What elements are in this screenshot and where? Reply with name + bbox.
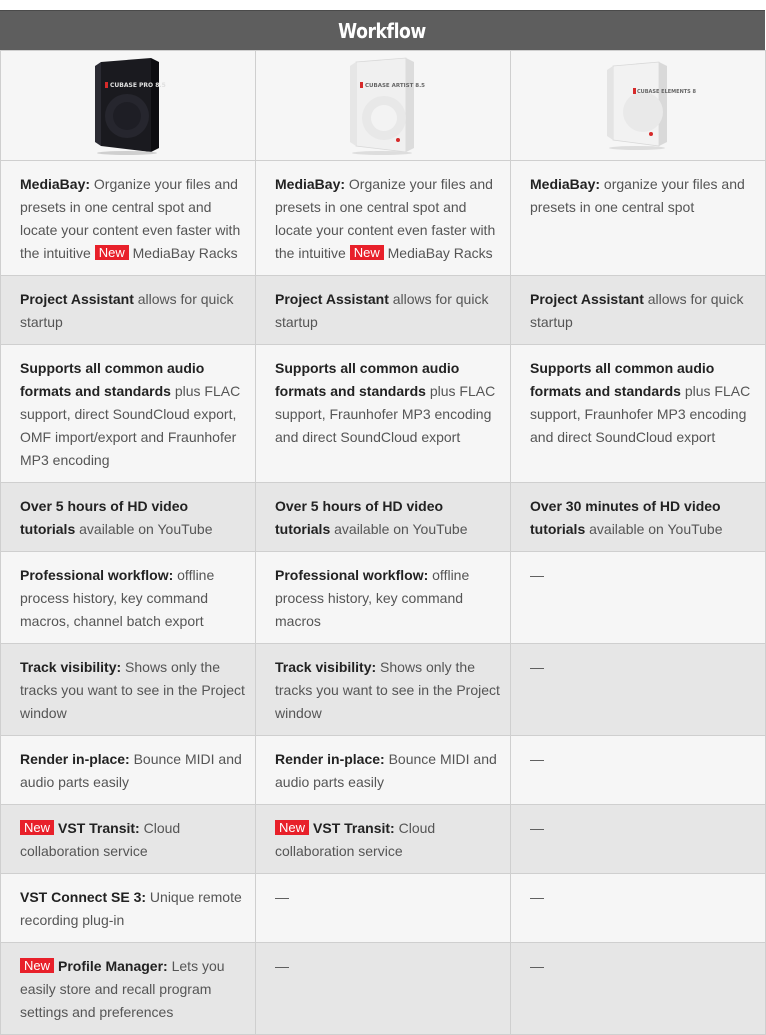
feature-name: Project Assistant [20,291,134,307]
feature-name: VST Transit: [58,820,140,836]
table-cell [256,276,511,345]
table-cell [511,805,766,874]
comparison-table [0,50,766,1035]
table-cell [1,805,256,874]
not-available-dash: — [530,659,544,675]
feature-description: organize your files and presets in one central spot [530,176,745,215]
section-header [0,10,765,50]
feature-name: MediaBay: [20,176,91,192]
not-available-dash: — [530,751,544,767]
feature-name: Over 5 hours of HD video tutorials [275,498,444,537]
feature-name: Track visibility: [275,659,377,675]
table-cell [511,736,766,805]
table-cell [256,483,511,552]
table-cell [511,161,766,276]
feature-name: Over 30 minutes of HD video tutorials [530,498,721,537]
feature-description: Shows only the tracks you want to see in the Project window [20,659,245,721]
new-badge: New [275,820,309,835]
table-cell [256,943,511,1035]
feature-name: Project Assistant [275,291,389,307]
feature-name: MediaBay: [530,176,601,192]
cubase-elements-box-icon [603,56,696,156]
new-badge: New [95,245,129,260]
feature-description: Organize your files and presets in one central spot and locate your content even faster with the intuitive [275,176,496,261]
table-row [1,552,766,644]
top-strip [0,0,765,10]
svg-text:CUBASE PRO 8.5: CUBASE PRO 8.5 [110,81,166,89]
table-row [1,161,766,276]
feature-description: plus FLAC support, Fraunhofer MP3 encoding and direct SoundCloud export [275,383,496,445]
table-row [1,943,766,1035]
section-title: Workflow [338,18,427,43]
feature-description: plus FLAC support, Fraunhofer MP3 encoding and direct SoundCloud export [530,383,751,445]
table-cell [256,736,511,805]
feature-name: Render in-place: [275,751,385,767]
product-cell-elements [511,51,766,161]
feature-name: Track visibility: [20,659,122,675]
table-cell [256,805,511,874]
table-cell [1,483,256,552]
feature-description: available on YouTube [75,521,213,537]
feature-description: Cloud collaboration service [20,820,181,859]
feature-description: allows for quick startup [20,291,234,330]
table-cell [1,276,256,345]
feature-name: Profile Manager: [58,958,168,974]
table-row [1,874,766,943]
table-cell [1,943,256,1035]
feature-description: allows for quick startup [530,291,744,330]
table-cell [256,552,511,644]
feature-description: Bounce MIDI and audio parts easily [20,751,242,790]
table-cell [511,874,766,943]
feature-name: Professional workflow: [275,567,429,583]
feature-description: plus FLAC support, direct SoundCloud export, OMF import/export and Fraunhofer MP3 encoding [20,383,241,468]
product-cell-pro [1,51,256,161]
not-available-dash: — [530,567,544,583]
feature-name: MediaBay: [275,176,346,192]
table-cell [256,161,511,276]
feature-description: Shows only the tracks you want to see in the Project window [275,659,500,721]
feature-description: Unique remote recording plug-in [20,889,242,928]
not-available-dash: — [275,958,289,974]
table-cell [511,276,766,345]
cubase-pro-box-icon [93,56,166,156]
new-badge: New [20,958,54,973]
product-image-row [1,51,766,161]
table-row [1,644,766,736]
table-cell [1,874,256,943]
feature-description: Organize your files and presets in one central spot and locate your content even faster with the intuitive [20,176,241,261]
table-cell [511,345,766,483]
feature-name: Supports all common audio formats and standards [275,360,460,399]
table-cell [511,483,766,552]
feature-name: VST Connect SE 3: [20,889,147,905]
feature-description-end: MediaBay Racks [383,245,493,261]
table-cell [1,161,256,276]
table-cell [1,736,256,805]
not-available-dash: — [530,820,544,836]
feature-name: Professional workflow: [20,567,174,583]
feature-name: Supports all common audio formats and standards [530,360,715,399]
svg-text:CUBASE ARTIST 8.5: CUBASE ARTIST 8.5 [365,82,425,89]
table-cell [1,345,256,483]
table-cell [256,345,511,483]
cubase-artist-box-icon [348,56,425,156]
feature-description: Cloud collaboration service [275,820,436,859]
feature-description: offline process history, key command macros, channel batch export [20,567,215,629]
feature-name: Over 5 hours of HD video tutorials [20,498,189,537]
table-row [1,483,766,552]
product-cell-artist [256,51,511,161]
table-row [1,736,766,805]
feature-name: Render in-place: [20,751,130,767]
svg-text:CUBASE ELEMENTS 8: CUBASE ELEMENTS 8 [637,88,696,95]
table-cell [256,644,511,736]
not-available-dash: — [530,958,544,974]
feature-description: Lets you easily store and recall program settings and preferences [20,958,225,1020]
feature-name: Supports all common audio formats and standards [20,360,205,399]
table-row [1,345,766,483]
table-row [1,276,766,345]
table-cell [511,644,766,736]
not-available-dash: — [530,889,544,905]
table-row [1,805,766,874]
new-badge: New [20,820,54,835]
table-cell [256,874,511,943]
feature-description: allows for quick startup [275,291,489,330]
table-cell [1,552,256,644]
table-cell [511,552,766,644]
new-badge: New [350,245,384,260]
feature-description: available on YouTube [585,521,723,537]
table-cell [511,943,766,1035]
feature-description: available on YouTube [330,521,468,537]
feature-description-end: MediaBay Racks [128,245,238,261]
feature-description: offline process history, key command macros [275,567,470,629]
table-cell [1,644,256,736]
feature-description: Bounce MIDI and audio parts easily [275,751,497,790]
feature-name: Project Assistant [530,291,644,307]
not-available-dash: — [275,889,289,905]
feature-name: VST Transit: [313,820,395,836]
